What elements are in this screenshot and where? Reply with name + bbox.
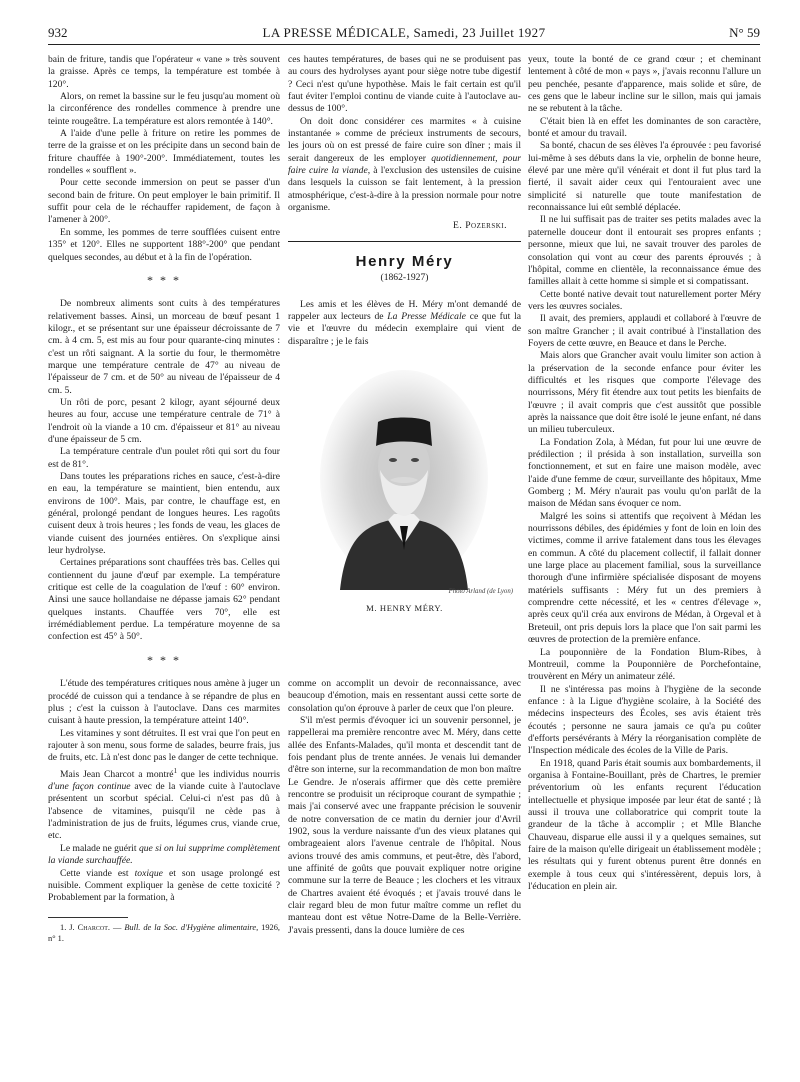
text-run-italic: La Presse Médicale — [387, 310, 466, 322]
author-signature: E. Pozerski. — [453, 220, 507, 232]
paragraph: Dans toutes les préparations riches en sauce, c'est-à-dire en eau, la température se maintient, bien entendu, aux environs de 100°. Mais, par contre, le chauffage est, en général, prolongé pendant de longues heures. Les ragoûts cuisent deux à trois heures ; les fonds de veau, les glaces de viande cuisent des journées entières. On s'explique ainsi leur hydrolyse. — [48, 471, 280, 557]
paragraph — [48, 868, 280, 905]
photo-caption: M. HENRY MÉRY. — [366, 602, 443, 613]
portrait-figure — [288, 354, 521, 672]
paragraph: La Fondation Zola, à Médan, fut pour lui une œuvre de prédilection ; il présida à son installation, surveilla son fonctionnement, et sut en faire une maison modèle, avec l'aide d'une femme de cœur, surveillante des hôpitaux, Mme Gomberg ; M. Méry n'aurait pas voulu qu'on parlât de la maison de Médan sans évoquer ce nom. — [528, 436, 761, 510]
paragraph: La pouponnière de la Fondation Blum-Ribes, à Montreuil, comme la Pouponnière de Porchefontaine, trouvèrent en Méry un animateur zélé. — [528, 646, 761, 683]
text-run-italic: quotidiennement, pour faire cuire la viande — [288, 152, 521, 177]
paragraph: S'il m'est permis d'évoquer ici un souvenir personnel, je rappellerai ma première rencontre avec M. Méry, dans cette allée des Enfants-Malades, qu'il monta et descendit tant de fois pendant plus de trente années. Je venais lui demander d'être son interne, sur la recommandation de mon bon maître Le Gendre. Je n'oserais affirmer que dès cette première rencontre se produisit un réciproque courant de sympathie ; mais j'ai conservé avec une frappante précision le souvenir de notre conversation de ce matin du dernier jour d'Avril 1902, sous la verdure naissante d'un des vieux platanes qui ombrageaient alors l'avenue centrale de l'hôpital. Nous avions trouvé des amis communs, et peut-être, dès l'abord, une affinité de goûts que pouvait expliquer notre origine commune sur la terre de Beauce ; les clochers et les vitraux de Chartres avaient été évoqués ; et j'avais trouvé dans le clair regard bleu de mon futur maître comme un reflet du manteau dont est vêtue Notre-Dame de la Belle-Verrière. J'avais pressenti, dans la douce lumière de ces — [288, 714, 521, 936]
paragraph: Certaines préparations sont chauffées très bas. Celles qui contiennent du jaune d'œuf par exemple. La température critique est celle de la coagulation de l'œuf : 60° environ. Ainsi une sauce hollandaise ne dépasse jamais 62° pendant quelques instants. Chauffée vers 70°, elle est irrémédiablement perdue. La température moyenne de sa confection est 45° à 50°. — [48, 557, 280, 643]
paragraph: C'était bien là en effet les dominantes de son caractère, bonté et amour du travail. — [528, 115, 761, 140]
paragraph: Il ne s'intéressa pas moins à l'hygiène de la seconde enfance : à la Ligue d'hygiène scolaire, à la Société des médecins inspecteurs des Écoles, ses avis étaient très écoutés ; personne ne saura jamais ce qu'a pu coûter d'efforts persévérants à Méry la réorganisation complète de l'Inspection médicale des écoles de la Ville de Paris. — [528, 683, 761, 757]
column-3 — [528, 54, 761, 893]
paragraph — [288, 299, 521, 348]
paragraph: Sa bonté, chacun de ses élèves l'a éprouvée : peu favorisé lui-même à ses débuts dans la vie, orphelin de bonne heure, élevé par une mère qu'il vénérait et dont il fut plus tard la fierté, il savait aider ceux qui l'entouraient avec une simplicité si naturelle que toute manifestation de reconnaissance lui eût semblé déplacée. — [528, 140, 761, 214]
portrait-photo — [288, 354, 521, 594]
text-run-italic: toxique — [134, 867, 163, 879]
paragraph: L'étude des températures critiques nous amène à juger un procédé de cuisson qui a tendance à se répandre de plus en plus ; c'est la cuisson à l'autoclave. Dans ces marmites cuisant à haute pression, la température atteint 140°. — [48, 678, 280, 727]
paragraph — [288, 116, 521, 215]
paragraph: La température centrale d'un poulet rôti qui sort du four est de 81°. — [48, 446, 280, 470]
journal-title: LA PRESSE MÉDICALE, Samedi, 23 Juillet 1927 — [262, 25, 546, 40]
column-2 — [288, 54, 521, 937]
paragraph: Cette bonté native devait tout naturellement porter Méry vers les œuvres sociales. — [528, 288, 761, 312]
eye-left — [389, 458, 397, 462]
photo-credit: Photo Arland (de Lyon) — [448, 587, 513, 595]
paragraph — [48, 843, 280, 868]
page-number: 932 — [48, 25, 68, 40]
section-separator-stars: * * * — [147, 272, 181, 287]
paragraph: Mais alors que Grancher avait voulu limiter son action à la préservation de la seconde enfance pour éviter les difficultés et les risques que comporte l'élevage des nourrissons, Méry fit étendre aux tout petits les bienfaits de l'œuvre ; il avait compris que c'est aussitôt que possible après la naissance que doit être isolé le jeune enfant, né dans un milieu tuberculeux. — [528, 350, 761, 436]
running-header — [48, 22, 760, 45]
section-separator-stars: * * * — [147, 652, 181, 667]
text-run: Cette viande est — [60, 867, 135, 879]
footnote — [48, 922, 280, 944]
paragraph: Pour cette seconde immersion on peut se passer d'un second bain de friture. On peut employer le bain primitif. Il suffit pour cela de le réchauffer rapidement, de façon à l'amener à 200°. — [48, 177, 280, 226]
paragraph: yeux, toute la bonté de ce grand cœur ; et cheminant lentement à côté de mon « pays », j'avais reconnu l'allure un peu penchée, pesante d'apparence, mais solide et sûre, de ces gens que le labeur incline sur le sillon, mais qui jamais ne se rebutent à la tâche. — [528, 54, 761, 115]
text-run-italic: que si on lui supprime complètement la viande surchauffée. — [48, 842, 280, 867]
text-run: Les amis et les élèves de H. Méry m'ont demandé de rappeler aux lecteurs de — [288, 298, 521, 322]
text-run: Le malade ne guérit — [60, 842, 139, 854]
issue-number: N° 59 — [729, 25, 760, 40]
article-separator — [288, 241, 521, 242]
footnote-year: 1926, n° 1. — [48, 922, 281, 943]
paragraph: Il ne lui suffisait pas de traiter ses petits malades avec la paternelle douceur dont il entourait ses propres enfants ; personne, mieux que lui, ne savait trouver des paroles de consolation qui vont au cœur des parents éprouvés ; à l'hôpital, comme en clientèle, la reconnaissance émue des familles allait à cette homme si simple et si compatissant. — [528, 214, 761, 288]
eye-right — [411, 458, 419, 462]
paragraph: ces hautes températures, de bases qui ne se produisent pas au cours des hydrolyses ayant pour siège notre tube digestif ? Ceci n'est qu'une hypothèse. Mais le fait certain est qu'il faut éviter l'emploi continu de viande cuite à l'autoclave au-dessus de 100°. — [288, 54, 521, 115]
footnote-author: 1. J. Charcot. — — [60, 922, 122, 932]
paragraph: En somme, les pommes de terre soufflées cuisent entre 135° et 120°. Elles ne supportent 188°-200° que pendant quelques secondes, au début et à la fin de l'opération. — [48, 226, 280, 263]
footnote-marker: 1 — [173, 766, 178, 775]
paragraph: Alors, on remet la bassine sur le feu jusqu'au moment où la circonférence des rondelles commence à prendre une teinte rougeâtre. La température est alors remontée à 140°. — [48, 91, 280, 127]
column-1 — [48, 54, 280, 944]
text-run-italic: d'une façon continue — [48, 781, 131, 793]
text-run: , à l'exclusion des ustensiles de cuisine dans lesquels la cuisson se fait lentement, à la pression atmosphérique, c'est-à-dire à la pression normale pour notre organisme. — [288, 165, 521, 214]
paragraph: bain de friture, tandis que l'opérateur « vane » très souvent la graisse. Après ce temps, la température est tombée à 120°. — [48, 54, 280, 90]
text-run: avec de la viande cuite à l'autoclave présentent un scorbut spécial. Celui-ci n'est pas dû à l'absence de vitamines, puisqu'il ne cède pas à l'administration de jus de fruits, légumes crus, viande crue, etc. — [48, 781, 280, 842]
obituary-dates: (1862-1927) — [380, 272, 429, 284]
paragraph — [48, 765, 280, 843]
text-run: On doit donc considérer ces marmites « à cuisine instantanée » comme de précieux instruments de secours, les jours où on est pressé de faire cuire son dîner ; mais il serait dangereux de les employer — [288, 115, 521, 164]
paragraph: De nombreux aliments sont cuits à des températures relativement basses. Ainsi, un morceau de bœuf pesant 1 kilogr., et se présentant sur une épaisseur décroissante de 7 cm. à 4 cm. 5, est mis au four pour quarante-cinq minutes : c'est un rôti saignant. A la sortie du four, le thermomètre marque une température centrale de 47° au niveau de l'épaisseur de 7 cm. et de 50° au niveau de l'épaisseur de 4 cm. 5. — [48, 298, 280, 396]
paragraph: A l'aide d'une pelle à friture on retire les pommes de terre de la graisse et on les précipite dans un second bain de friture chauffée à 190°-200°. Immédiatement, toutes les rondelles « soufflent ». — [48, 128, 280, 177]
paragraph: Les vitamines y sont détruites. Il est vrai que l'on peut en rajouter à son menu, sous forme de salades, beurre frais, jus de fruits, etc. Là n'est donc pas le danger de cette technique. — [48, 727, 280, 764]
text-run: et son usage prolongé est nuisible. Comment expliquer la genèse de cette toxicité ? Probablement par la formation, à — [48, 867, 280, 904]
paragraph: Un rôti de porc, pesant 2 kilogr, ayant séjourné deux heures au four, accuse une température centrale de 71° à l'endroit où la viande a 10 cm. d'épaisseur et 81° au niveau d'une épaisseur de 5 cm. — [48, 396, 280, 445]
footnote-reference: Bull. de la Soc. d'Hygiène alimentaire, — [121, 922, 259, 932]
paragraph: comme on accomplit un devoir de reconnaissance, avec beaucoup d'émotion, mais en ressentant aussi cette sorte de consolation qu'on éprouve à parler de ceux que l'on pleure. — [288, 677, 521, 714]
obituary-title: Henry Méry — [355, 252, 454, 270]
text-run: ce que fut la vie et l'œuvre du médecin exemplaire qui vient de disparaître ; je le fais — [288, 310, 522, 347]
footnote-rule — [48, 917, 128, 918]
paragraph: En 1918, quand Paris était soumis aux bombardements, il organisa à Fontaine-Bouillant, près de Chartres, le premier préventorium où les enfants reçurent l'éducation intellectuelle et physique imposée par leur état de santé ; là aussi il trouva une collaboratrice qui comprit toute la grandeur de la tâche à accomplir ; et Mlle Blanche Chauveau, disparue elle aussi il y a quelques semaines, sut faire de la maison qu'elle dirigeait un établissement modèle ; les résultats qui y furent obtenus purent être donnés en exemple à tous ceux qui s'intéressèrent, depuis lors, à l'éducation en plein air. — [528, 757, 761, 893]
text-run: que les individus nourris — [177, 768, 280, 780]
paragraph: Malgré les soins si attentifs que reçoivent à Médan les nourrissons débiles, des épidémies y font de loin en loin des victimes, comme il arrive fatalement dans tous les élevages en commun. A côté du placement collectif, il fallait donner une large place au placement familial, sous la surveillance thorough d'une infirmière spécialisée disposant de moyens matériels suffisants : Méry fut un des premiers à comprendre cette nécessité, et les « centres d'élevage », après ceux qu'il créa aux environs de Médan, à Orgeval et à Breteuil, ont pris depuis lors la place que l'on sait parmi les œuvres de protection de la première enfance. — [528, 510, 761, 646]
text-run: Mais Jean Charcot a montré — [60, 768, 174, 780]
paragraph: Il avait, des premiers, applaudi et collaboré à l'œuvre de son maître Grancher ; il avait contribué à l'installation des Foyers de cette œuvre, en Beauce et dans le Perche. — [528, 313, 761, 349]
